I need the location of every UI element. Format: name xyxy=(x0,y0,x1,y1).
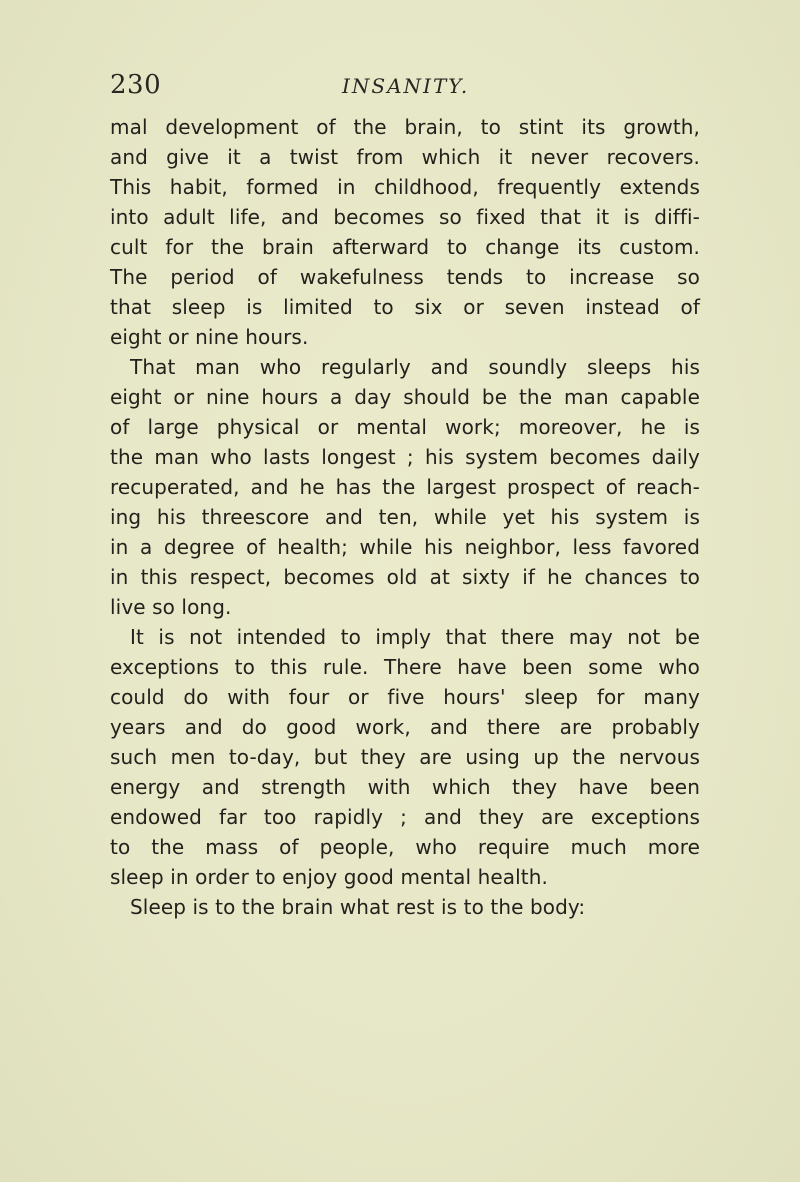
text-line: It is not intended to imply that there may not be xyxy=(130,625,700,649)
text-line: Sleep is to the brain what rest is to the body: xyxy=(130,895,586,919)
body-text xyxy=(110,112,700,922)
text-line: and give it a twist from which it never recovers. xyxy=(110,145,700,169)
text-line: eight or nine hours. xyxy=(110,325,309,349)
text-line: sleep in order to enjoy good mental health. xyxy=(110,865,548,889)
text-line: recuperated, and he has the largest prospect of reach- xyxy=(110,475,700,499)
text-line: to the mass of people, who require much more xyxy=(110,835,700,859)
page-header xyxy=(110,68,700,102)
text-line: cult for the brain afterward to change its custom. xyxy=(110,235,700,259)
text-line: the man who lasts longest ; his system becomes daily xyxy=(110,445,700,469)
text-line: ing his threescore and ten, while yet his system is xyxy=(110,505,700,529)
text-line: years and do good work, and there are probably xyxy=(110,715,700,739)
text-line: in this respect, becomes old at sixty if he chances to xyxy=(110,565,700,589)
text-line: could do with four or five hours' sleep for many xyxy=(110,685,700,709)
text-line: endowed far too rapidly ; and they are exceptions xyxy=(110,805,700,829)
text-line: into adult life, and becomes so fixed that it is diffi- xyxy=(110,205,700,229)
text-line: eight or nine hours a day should be the man capable xyxy=(110,385,700,409)
text-line: of large physical or mental work; moreover, he is xyxy=(110,415,700,439)
text-line: The period of wakefulness tends to increase so xyxy=(110,265,700,289)
text-line: live so long. xyxy=(110,595,232,619)
text-line: mal development of the brain, to stint its growth, xyxy=(110,115,700,139)
text-line: such men to-day, but they are using up the nervous xyxy=(110,745,700,769)
text-line: energy and strength with which they have been xyxy=(110,775,700,799)
page-number: 230 xyxy=(110,70,162,100)
text-line: This habit, formed in childhood, frequently extends xyxy=(110,175,700,199)
text-line: That man who regularly and soundly sleeps his xyxy=(130,355,700,379)
text-line: in a degree of health; while his neighbor, less favored xyxy=(110,535,700,559)
running-head: INSANITY. xyxy=(342,74,470,98)
text-line: exceptions to this rule. There have been some who xyxy=(110,655,700,679)
text-line: that sleep is limited to six or seven instead of xyxy=(110,295,700,319)
